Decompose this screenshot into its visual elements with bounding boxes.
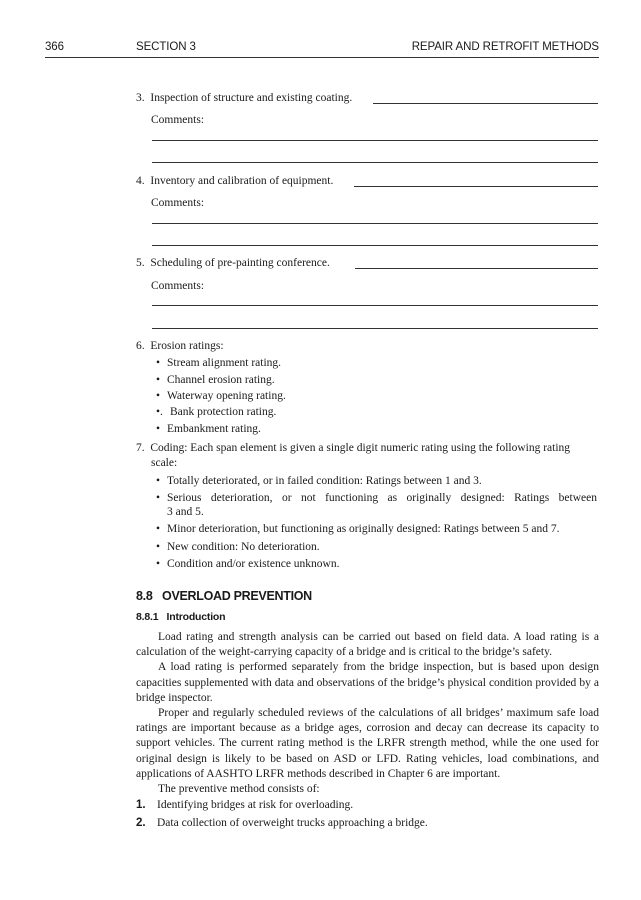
- comment-line: [152, 328, 598, 329]
- item-text: Scheduling of pre-painting conference.: [150, 257, 330, 269]
- step-text: Data collection of overweight trucks approaching a bridge.: [157, 817, 428, 829]
- bullet-mark: •: [156, 523, 161, 535]
- answer-line: [354, 186, 598, 187]
- bullet-mark: •: [156, 374, 161, 386]
- item-number: 3.: [136, 92, 145, 104]
- checklist-item-5: [136, 256, 330, 270]
- comments-label: Comments:: [151, 197, 205, 209]
- comments-label: Comments:: [151, 280, 205, 292]
- bullet-text: Serious deterioration, or not functioning as originally designed: Ratings between: [167, 492, 597, 504]
- paragraph: A load rating is performed separately from the bridge inspection, but is based upon design capacities supplemented with data and observations of the bridge’s physical condition provided by a bridge inspector.: [136, 661, 599, 704]
- comment-line: [152, 140, 598, 141]
- bullet-text: Embankment rating.: [167, 423, 261, 435]
- bullet-mark: •: [156, 492, 161, 504]
- bullet-mark: •: [156, 423, 161, 435]
- coding-text-cont: scale:: [151, 457, 178, 469]
- item-number: 6.: [136, 340, 145, 352]
- step-text: Identifying bridges at risk for overloading.: [157, 799, 354, 811]
- paragraph: The preventive method consists of:: [158, 783, 320, 796]
- bullet-mark: •: [156, 541, 161, 553]
- bullet-text: Minor deterioration, but functioning as originally designed: Ratings between 5 and 7.: [167, 523, 560, 535]
- bullet-text: Channel erosion rating.: [167, 374, 275, 386]
- preventive-step: [136, 816, 428, 830]
- erosion-heading: [136, 339, 224, 353]
- checklist-item-3: [136, 91, 352, 105]
- section-heading: [136, 589, 312, 603]
- comment-line: [152, 245, 598, 246]
- subsection-heading: [136, 611, 225, 623]
- subsection-title: Introduction: [166, 611, 226, 623]
- subsection-number: 8.8.1: [136, 611, 159, 623]
- comments-label: Comments:: [151, 114, 205, 126]
- running-header: [45, 41, 599, 57]
- comment-line: [152, 162, 598, 163]
- comment-line: [152, 305, 598, 306]
- checklist-item-4: [136, 174, 333, 188]
- bullet-text: Stream alignment rating.: [167, 357, 282, 369]
- bullet-mark: •.: [156, 406, 163, 418]
- bullet-text: Waterway opening rating.: [167, 390, 286, 402]
- bullet-text: New condition: No deterioration.: [167, 541, 320, 553]
- chapter-title: REPAIR AND RETROFIT METHODS: [411, 41, 599, 53]
- item-number: 4.: [136, 175, 145, 187]
- answer-line: [355, 268, 598, 269]
- item-text: Erosion ratings:: [150, 340, 224, 352]
- comment-line: [152, 223, 598, 224]
- body-text: [136, 630, 599, 797]
- bullet-mark: •: [156, 390, 161, 402]
- step-number: 2.: [136, 817, 146, 829]
- preventive-step: [136, 798, 353, 812]
- bullet-mark: •: [156, 357, 161, 369]
- item-number: 7.: [136, 442, 145, 454]
- page-number: 366: [45, 41, 64, 53]
- bullet-text: Bank protection rating.: [170, 406, 277, 418]
- item-text: Inspection of structure and existing coating.: [150, 92, 353, 104]
- bullet-text: Totally deteriorated, or in failed condition: Ratings between 1 and 3.: [167, 475, 482, 487]
- paragraph: Proper and regularly scheduled reviews of the calculations of all bridges’ maximum safe load ratings are important because as a bridge ages, corrosion and decay can decrease its capacity to support vehicles. The current rating method is the LRFR strength method, while the one used for original design is likely to be based on ASD or LFD. Rating vehicles, load combinations, and applications of AASHTO LRFR methods described in Chapter 6 are important.: [136, 707, 599, 780]
- section-number: 8.8: [136, 589, 153, 603]
- paragraph: Load rating and strength analysis can be carried out based on field data. A load rating is a calculation of the weight-carrying capacity of a bridge and is critical to the bridge’s safety.: [136, 631, 599, 659]
- header-rule: [45, 57, 599, 58]
- bullet-mark: •: [156, 558, 161, 570]
- item-text: Coding: Each span element is given a single digit numeric rating using the following rating: [150, 442, 571, 454]
- bullet-mark: •: [156, 475, 161, 487]
- step-number: 1.: [136, 799, 146, 811]
- section-title: OVERLOAD PREVENTION: [162, 589, 312, 603]
- bullet-text-cont: 3 and 5.: [167, 506, 204, 518]
- answer-line: [373, 103, 598, 104]
- bullet-text: Condition and/or existence unknown.: [167, 558, 340, 570]
- coding-heading: [136, 441, 570, 455]
- item-number: 5.: [136, 257, 145, 269]
- section-label: SECTION 3: [136, 41, 196, 53]
- item-text: Inventory and calibration of equipment.: [150, 175, 334, 187]
